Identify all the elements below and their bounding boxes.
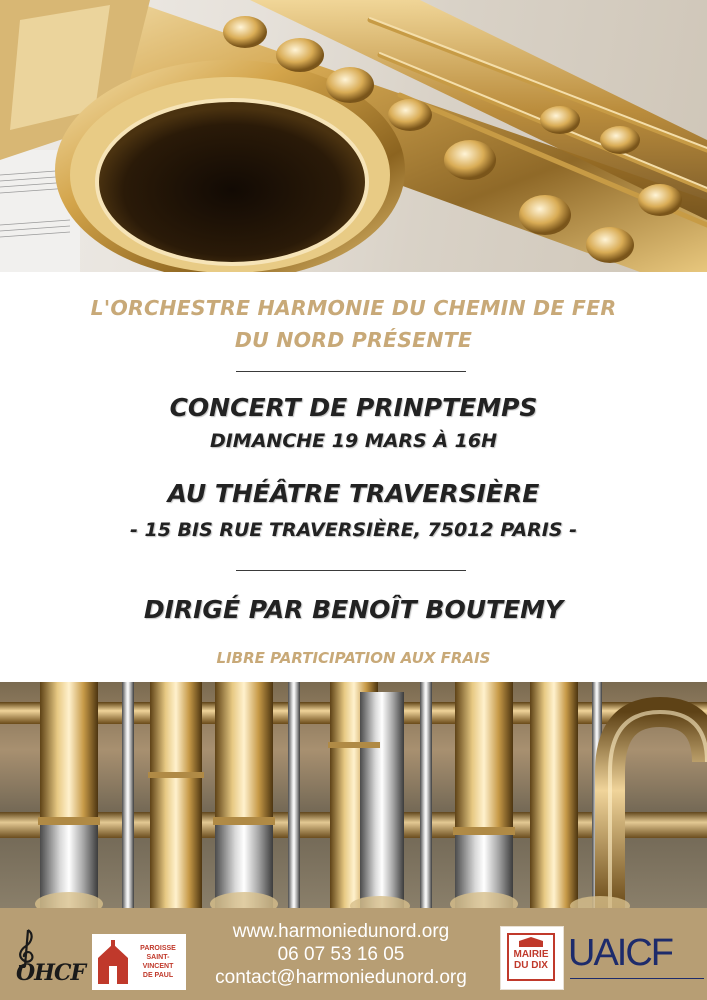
conductor-line: DIRIGÉ PAR BENOÎT BOUTEMY bbox=[143, 595, 564, 624]
venue-name: AU THÉÂTRE TRAVERSIÈRE bbox=[167, 479, 540, 508]
concert-date: DIMANCHE 19 MARS À 16H bbox=[209, 430, 498, 452]
brass-instrument-photo bbox=[0, 682, 707, 908]
ohcf-logo-text: OHCF bbox=[16, 960, 86, 986]
presenter-line-1: L'ORCHESTRE HARMONIE DU CHEMIN DE FER bbox=[90, 296, 617, 320]
footer-bar bbox=[0, 908, 707, 1000]
divider-top bbox=[236, 371, 466, 372]
paroisse-logo bbox=[92, 934, 186, 990]
concert-title: CONCERT DE PRINPTEMPS bbox=[169, 393, 538, 422]
paroisse-text-1: PAROISSE bbox=[140, 945, 176, 952]
paroisse-text-3: VINCENT bbox=[142, 963, 174, 970]
mairie-text-1: MAIRIE bbox=[513, 949, 549, 960]
saxophone-photo bbox=[0, 0, 707, 272]
church-icon bbox=[96, 940, 130, 984]
admission-note: LIBRE PARTICIPATION AUX FRAIS bbox=[216, 649, 491, 667]
event-info-panel bbox=[0, 272, 707, 682]
city-hall-icon bbox=[519, 937, 543, 947]
paroisse-text-2: SAINT- bbox=[146, 954, 170, 961]
presenter-heading bbox=[0, 292, 707, 356]
uaicf-logo-underline bbox=[570, 978, 704, 979]
saxophone-illustration bbox=[0, 0, 707, 272]
brass-tubes-illustration bbox=[0, 682, 707, 908]
venue-address: - 15 BIS RUE TRAVERSIÈRE, 75012 PARIS - bbox=[129, 519, 578, 541]
divider-bottom bbox=[236, 570, 466, 571]
uaicf-logo-text: UAICF bbox=[568, 932, 672, 974]
mairie-logo-text bbox=[501, 949, 561, 971]
paroisse-text-4: DE PAUL bbox=[142, 972, 174, 979]
phone-number: 06 07 53 16 05 bbox=[277, 944, 405, 965]
paroisse-logo-text bbox=[132, 944, 184, 980]
ohcf-logo bbox=[6, 926, 86, 988]
mairie-logo bbox=[500, 926, 564, 990]
uaicf-logo bbox=[566, 926, 704, 990]
mairie-text-2: DU DIX bbox=[514, 960, 548, 971]
presenter-line-2: DU NORD PRÉSENTE bbox=[234, 328, 473, 352]
website-link[interactable]: www.harmoniedunord.org bbox=[232, 921, 450, 942]
email-link[interactable]: contact@harmoniedunord.org bbox=[215, 967, 467, 988]
